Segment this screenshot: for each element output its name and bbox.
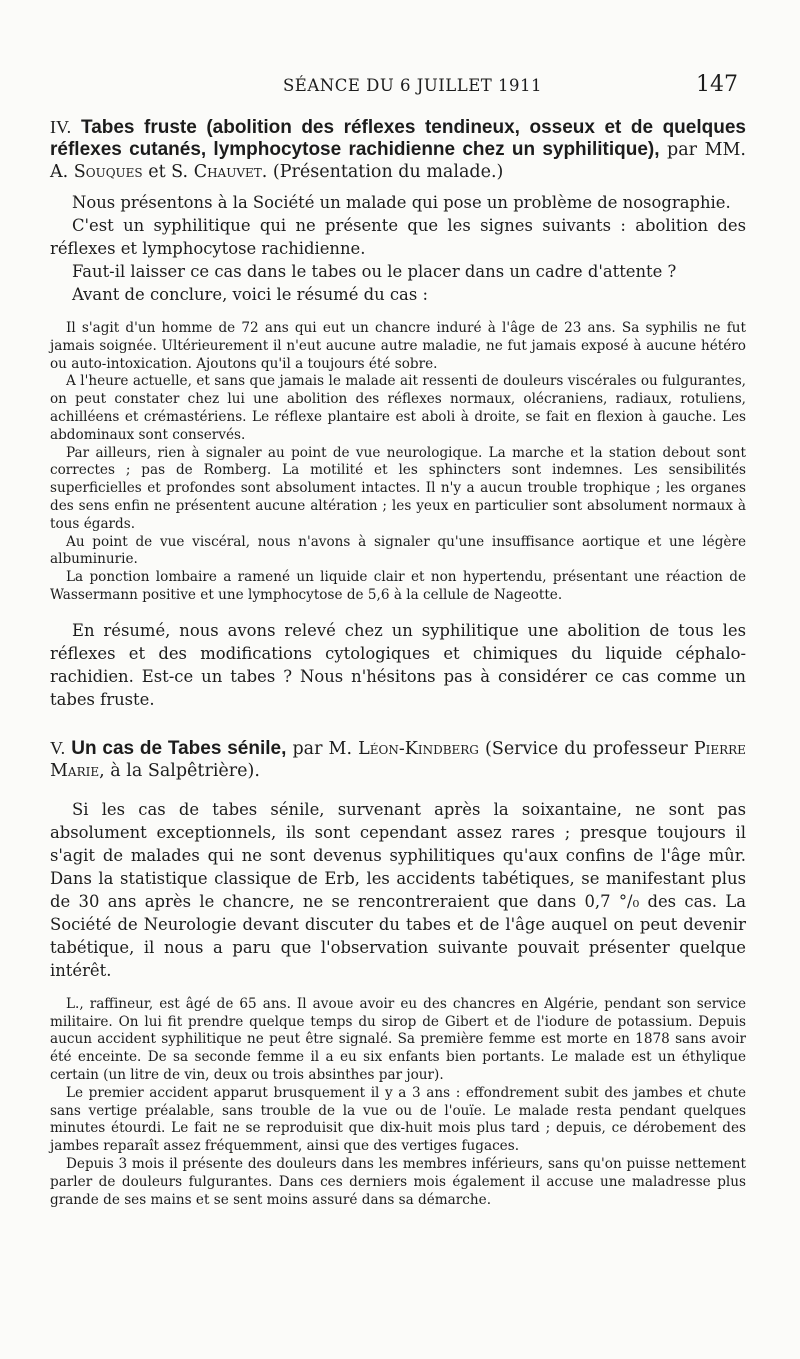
section-iv-heading: [50, 116, 746, 183]
section-iv-authors-post: . (Présentation du malade.): [261, 162, 504, 182]
section-iv-intro-2: C'est un syphilitique qui ne présente que les signes suivants : abolition des réflexes et lymphocytose rachidienne.: [50, 216, 746, 258]
section-iv-intro-1: Nous présentons à la Société un malade qui pose un problème de nosographie.: [72, 193, 731, 212]
case-iv-paragraph-3: Par ailleurs, rien à signaler au point de vue neurologique. La marche et la station debout sont correctes ; pas de Romberg. La motilité et les sphincters sont indemnes. Les sensibilités superficielles et profondes sont absolument intactes. Il n'y a aucun trouble trophique ; les organes des sens enfin ne présentent aucune altération ; les yeux en particulier sont absolument normaux à tous égards.: [50, 444, 746, 532]
case-v-paragraph-2: Le premier accident apparut brusquement il y a 3 ans : effondrement subit des jambes et chute sans vertige préalable, sans trouble de la vue ou de l'ouïe. Le malade resta pendant quelques minutes étourdi. Le fait ne se reproduisit que dix-huit mois plus tard ; depuis, ce dérobement des jambes reparaît assez fréquemment, ainsi que des vertiges fugaces.: [50, 1084, 746, 1155]
section-v-number: V.: [50, 737, 66, 758]
case-iv-paragraph-1: Il s'agit d'un homme de 72 ans qui eut un chancre induré à l'âge de 23 ans. Sa syphilis ne fut jamais soignée. Ultérieurement il n'eut aucune autre maladie, ne fut jamais exposé à aucune hétéro ou auto-intoxication. Ajoutons qu'il a toujours été sobre.: [50, 320, 746, 372]
section-v-heading: [50, 737, 746, 782]
section-v-title: Un cas de Tabes sénile,: [71, 737, 287, 759]
page-content: [50, 116, 746, 1209]
section-v-intro: Si les cas de tabes sénile, survenant après la soixantaine, ne sont pas absolument exceptionnels, ils sont cependant assez rares ; presque toujours il s'agit de malades qui ne sont devenus syphilitiques qu'aux confins de l'âge mûr. Dans la statistique classique de Erb, les accidents tabétiques, se manifestant plus de 30 ans après le chancre, ne se rencontreraient que dans 0,7 °/₀ des cas. La Société de Neurologie devant discuter du tabes et de l'âge auquel on peut devenir tabétique, il nous a paru que l'observation suivante pouvait présenter quelque intérêt.: [50, 799, 746, 980]
author-leon-kindberg: Léon-Kindberg: [358, 738, 479, 759]
section-iv-intro-4: Avant de conclure, voici le résumé du cas :: [72, 285, 428, 304]
running-header: [50, 72, 738, 100]
author-souques: Souques: [73, 162, 143, 182]
section-v-authors-mid: (Service du professeur: [485, 738, 688, 759]
professor-pierre-marie: Pierre Marie: [50, 738, 746, 781]
running-title: SÉANCE DU 6 JUILLET 1911: [283, 76, 542, 95]
author-chauvet: Chauvet: [193, 162, 262, 182]
section-iv-title: Tabes fruste (abolition des réflexes tendineux, osseux et de quelques réflexes cutanés, lymphocytose rachidienne chez un syphilitique),: [50, 117, 746, 160]
page-number: 147: [696, 72, 738, 97]
section-iv-authors-pre: par MM. A.: [50, 140, 746, 182]
section-iv-authors-mid: et S.: [148, 162, 189, 182]
case-iv-paragraph-5: La ponction lombaire a ramené un liquide clair et non hypertendu, présentant une réaction de Wassermann positive et une lymphocytose de 5,6 à la cellule de Nageotte.: [50, 569, 746, 603]
section-v-authors-pre: par M.: [292, 738, 353, 759]
section-iv-number: IV.: [50, 117, 72, 137]
case-v-paragraph-3: Depuis 3 mois il présente des douleurs dans les membres inférieurs, sans qu'on puisse nettement parler de douleurs fulgurantes. Dans ces derniers mois également il accuse une maladresse plus grande de ses mains et se sent moins assuré dans sa démarche.: [50, 1155, 746, 1208]
case-iv-paragraph-2: A l'heure actuelle, et sans que jamais le malade ait ressenti de douleurs viscérales ou fulgurantes, on peut constater chez lui une abolition des réflexes normaux, olécraniens, radiaux, rotuliens, achilléens et crémastériens. Le réflexe plantaire est aboli à droite, se fait en flexion à gauche. Les abdominaux sont conservés.: [50, 373, 746, 443]
section-iv-conclusion: En résumé, nous avons relevé chez un syphilitique une abolition de tous les réflexes et des modifications cytologiques et chimiques du liquide céphalo-rachidien. Est-ce un tabes ? Nous n'hésitons pas à considérer ce cas comme un tabes fruste.: [50, 620, 746, 709]
case-iv-paragraph-4: Au point de vue viscéral, nous n'avons à signaler qu'une insuffisance aortique et une légère albuminurie.: [50, 533, 746, 568]
section-v-authors-post: , à la Salpêtrière).: [99, 760, 260, 781]
section-iv-intro-3: Faut-il laisser ce cas dans le tabes ou le placer dans un cadre d'attente ?: [72, 262, 677, 281]
case-v-paragraph-1: L., raffineur, est âgé de 65 ans. Il avoue avoir eu des chancres en Algérie, pendant son service militaire. On lui fit prendre quelque temps du sirop de Gibert et de l'iodure de potassium. Depuis aucun accident syphilitique ne peut être signalé. Sa première femme est morte en 1878 sans avoir été enceinte. De sa seconde femme il a eu six enfants bien portants. Le malade est un éthylique certain (un litre de vin, deux ou trois absinthes par jour).: [50, 995, 746, 1083]
